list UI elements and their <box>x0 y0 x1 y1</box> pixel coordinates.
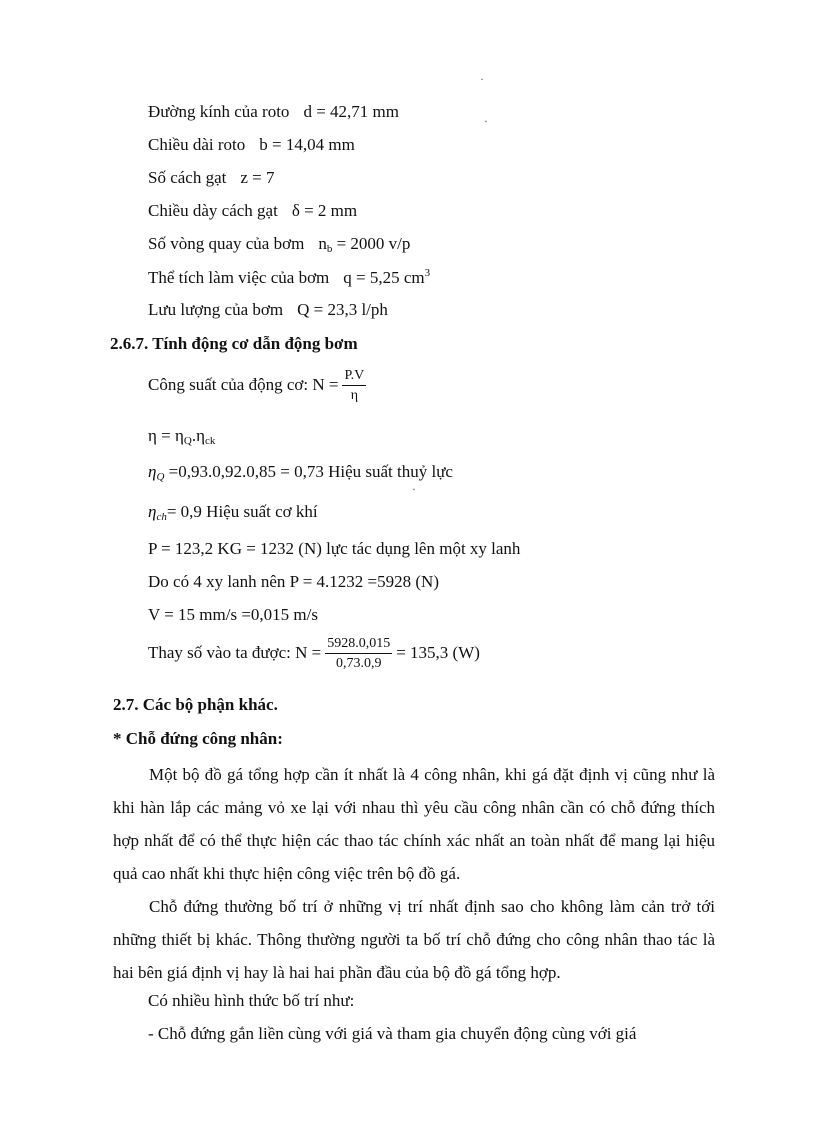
hydraulic-efficiency <box>148 462 453 483</box>
param-rotor-length <box>148 135 355 155</box>
param-vane-count <box>148 168 275 188</box>
paragraph: Chỗ đứng thường bố trí ở những vị trí nhất định sao cho không làm cản trở tới những thiết bị khác. Thông thường người ta bố trí chỗ đứng cho công nhân thao tác là hai bên giá định vị hay là hai hai phần đầu của bộ đồ gá tổng hợp. <box>113 897 715 982</box>
eta-sub-ck: ck <box>204 435 216 447</box>
scan-speck: · <box>480 72 484 86</box>
substitution-prefix: Thay số vào ta được: N = <box>148 642 322 662</box>
param-value: n <box>318 234 327 253</box>
param-pump-speed <box>148 234 410 255</box>
eta-eq-mid: .η <box>191 426 205 445</box>
param-value: d = 42,71 mm <box>303 102 399 121</box>
param-flow-rate <box>148 300 388 320</box>
eta-symbol: η <box>148 502 157 521</box>
param-label: Số vòng quay của bơm <box>148 234 305 253</box>
param-value-subscript: b <box>326 243 333 255</box>
param-label: Đường kính của roto <box>148 102 290 121</box>
param-value: q = 5,25 cm <box>343 268 425 287</box>
power-formula <box>148 368 370 404</box>
list-item: - Chỗ đứng gắn liền cùng với giá và tham gia chuyển động cùng với giá <box>148 1024 637 1043</box>
eta-eq-left: η = η <box>148 426 184 445</box>
eta-symbol: η <box>148 462 157 481</box>
power-fraction <box>342 368 366 404</box>
scan-speck: ˋ <box>412 486 416 500</box>
list-intro: Có nhiều hình thức bố trí như: <box>148 991 355 1010</box>
paragraph-placement <box>113 890 715 989</box>
efficiency-product <box>148 426 215 447</box>
section-heading-2-7: 2.7. Các bộ phận khác. <box>113 695 278 714</box>
param-label: Lưu lượng của bơm <box>148 300 284 319</box>
speed-line: V = 15 mm/s =0,015 m/s <box>148 605 318 624</box>
substitution-formula <box>148 636 480 672</box>
paragraph-workers <box>113 758 715 890</box>
section-heading-2-6-7: 2.6.7. Tính động cơ dẫn động bơm <box>110 334 358 353</box>
param-label: Số cách gạt <box>148 168 227 187</box>
eta-sub-ch: ch <box>156 511 167 523</box>
power-formula-prefix: Công suất của động cơ: N = <box>148 374 339 394</box>
scan-speck: ˋ <box>484 118 488 132</box>
fraction-denominator: 0,73.0,9 <box>335 656 382 671</box>
param-value: Q = 23,3 l/ph <box>297 300 388 319</box>
substitution-fraction <box>325 636 392 672</box>
param-label: Chiều dày cách gạt <box>148 201 278 220</box>
param-rotor-diameter <box>148 102 399 122</box>
fraction-numerator: P.V <box>342 368 366 386</box>
param-value: δ = 2 mm <box>291 201 358 220</box>
param-value: b = 14,04 mm <box>259 135 355 154</box>
subsection-heading: * Chỗ đứng công nhân: <box>113 729 283 748</box>
fraction-numerator: 5928.0,015 <box>325 636 392 654</box>
hydraulic-efficiency-value: =0,93.0,92.0,85 = 0,73 Hiệu suất thuỷ lực <box>164 462 453 481</box>
force-line: P = 123,2 KG = 1232 (N) lực tác dụng lên một xy lanh <box>148 539 521 558</box>
param-value: z = 7 <box>240 168 275 187</box>
fraction-denominator: η <box>350 388 359 403</box>
eta-sub-q: Q <box>156 471 165 483</box>
param-label: Thể tích làm việc của bơm <box>148 268 330 287</box>
param-displacement <box>148 267 430 288</box>
mechanical-efficiency-value: = 0,9 Hiệu suất cơ khí <box>166 502 318 521</box>
cylinder-line: Do có 4 xy lanh nên P = 4.1232 =5928 (N) <box>148 572 439 591</box>
paragraph: Một bộ đồ gá tổng hợp cần ít nhất là 4 công nhân, khi gá đặt định vị cũng như là khi hàn lắp các mảng vỏ xe lại với nhau thì yêu cầu công nhân cần có chỗ đứng thích hợp nhất để có thể thực hiện các thao tác chính xác nhất an toàn nhất để mang lại hiệu quả cao nhất khi thực hiện công việc trên bộ đồ gá. <box>113 765 715 883</box>
mechanical-efficiency <box>148 502 318 523</box>
param-value-superscript: 3 <box>424 267 431 279</box>
substitution-result: = 135,3 (W) <box>396 642 480 662</box>
eta-sub-q: Q <box>183 435 192 447</box>
param-value-rest: = 2000 v/p <box>332 234 411 253</box>
param-vane-thickness <box>148 201 357 221</box>
param-label: Chiều dài roto <box>148 135 246 154</box>
